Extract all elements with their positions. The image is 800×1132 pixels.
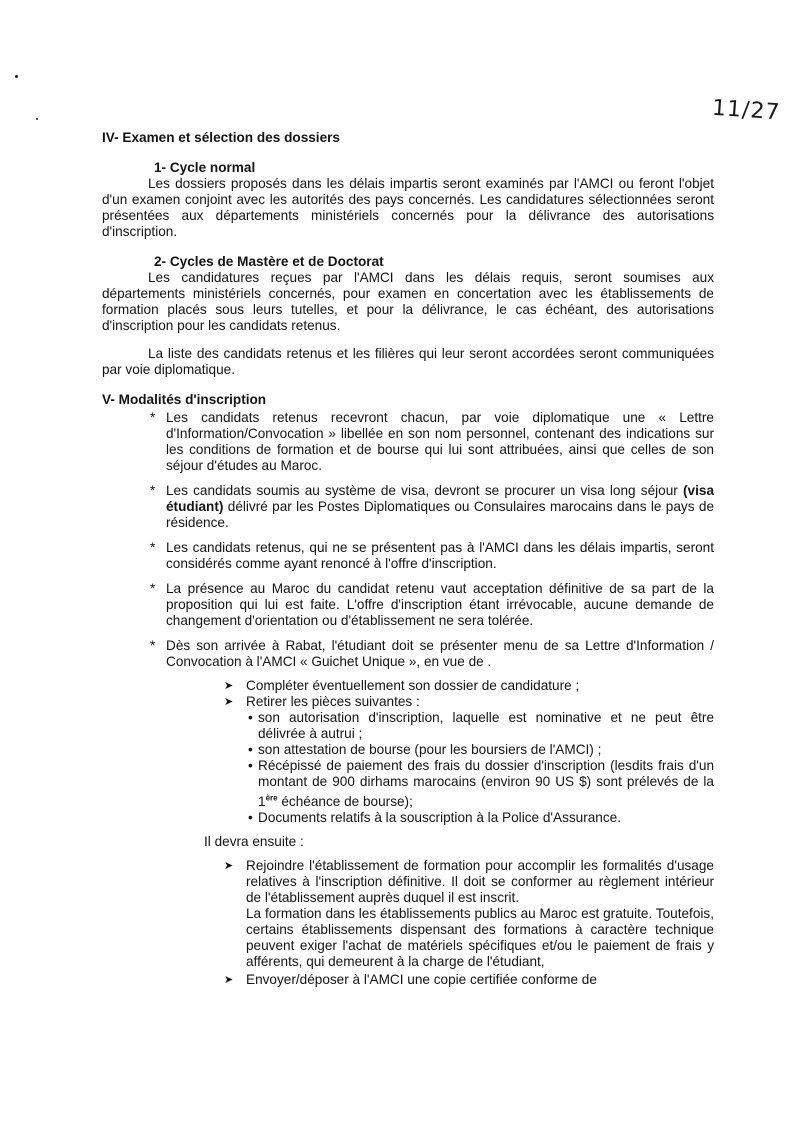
devra-ensuite-label: Il devra ensuite : [204, 833, 304, 849]
asterisk-bullet-icon: * [150, 638, 156, 653]
receipt-superscript: ère [265, 793, 278, 802]
section-v-title: V- Modalités d'inscription [102, 392, 267, 407]
asterisk-bullet-icon: * [150, 483, 156, 498]
scan-speck [36, 118, 38, 120]
list-item-text: Documents relatifs à la souscription à la Police d'Assurance. [258, 809, 622, 825]
list-item-text: Les candidats retenus recevront chacun, par voie diplomatique une « Lettre d'Information/Convocation » libellée en son nom personnel, contenant des indications sur les conditions de formation et de bourse qui lui sont attribuées, ainsi que celles de son séjour d'études au Maroc. [166, 410, 714, 473]
list-item [248, 742, 714, 758]
page-number: 11/27 [711, 95, 782, 126]
list-item [224, 972, 714, 988]
cycles-master-text-1: Les candidatures reçues par l'AMCI dans les délais requis, seront soumises aux départements ministériels concernés, pour examen en concertation avec les établissements de formation placés sous leurs tutelles, et pour la délivrance, le cas échéant, des autorisations d'inscription pour les candidats retenus. [102, 270, 714, 333]
list-item-text: son autorisation d'inscription, laquelle est nominative et ne peut être délivrée à autrui ; [258, 710, 714, 741]
bullet-icon: • [248, 742, 253, 757]
cycle-normal-text: Les dossiers proposés dans les délais impartis seront examinés par l'AMCI ou feront l'objet d'un examen conjoint avec les autorités des pays concernés. Les candidatures sélectionnées seront présentées aux départements ministériels concernés pour la délivrance des autorisations d'inscription. [102, 176, 714, 239]
cycle-normal-heading: 1- Cycle normal [154, 160, 256, 175]
list-item [224, 694, 714, 710]
bullet-icon: • [248, 758, 253, 773]
list-item-text: La présence au Maroc du candidat retenu vaut acceptation définitive de sa part de la proposition qui lui est faite. L'offre d'inscription étant irrévocable, aucune demande de changement d'orientation ou d'établissement ne sera tolérée. [166, 581, 714, 628]
document-body [102, 130, 714, 988]
bullet-icon: • [248, 710, 253, 725]
list-item [150, 638, 714, 670]
list-item [224, 678, 714, 694]
scan-speck [15, 75, 18, 78]
arrow-bullet-icon: ➤ [224, 973, 234, 986]
cycles-master-text-2: La liste des candidats retenus et les filières qui leur seront accordées seront communiquées par voie diplomatique. [102, 346, 714, 377]
list-item [248, 758, 714, 810]
list-item-text: Les candidats retenus, qui ne se présentent pas à l'AMCI dans les délais impartis, seront considérés comme ayant renoncé à l'offre d'inscription. [166, 540, 714, 571]
visa-text-after: délivré par les Postes Diplomatiques ou Consulaires marocains dans le pays de résidence. [166, 499, 715, 530]
cycles-master-heading: 2- Cycles de Mastère et de Doctorat [154, 254, 384, 269]
bullet-icon: • [248, 809, 253, 825]
list-item-text [258, 758, 714, 809]
list-item [150, 540, 714, 572]
list-item [248, 810, 714, 826]
visa-text-before: Les candidats soumis au système de visa, devront se procurer un visa long séjour [166, 483, 678, 498]
list-item [150, 483, 715, 531]
list-item-text: Dès son arrivée à Rabat, l'étudiant doit se présenter menu de sa Lettre d'Information / Convocation à l'AMCI « Guichet Unique », en vue de . [166, 638, 714, 669]
visa-text-bold: (visa étudiant) [166, 483, 715, 514]
list-item [224, 858, 714, 970]
arrow-bullet-icon: ➤ [224, 680, 234, 692]
receipt-text-before: Récépissé de paiement des frais du dossier d'inscription (lesdits frais d'un montant de 900 dirhams marocains (environ 90 US $) sont prélevés de la 1 [258, 758, 714, 809]
asterisk-bullet-icon: * [150, 540, 156, 555]
section-iv-title: IV- Examen et sélection des dossiers [102, 130, 340, 145]
list-item-text [162, 483, 714, 531]
list-item [150, 581, 714, 629]
list-item-text: son attestation de bourse (pour les boursiers de l'AMCI) ; [258, 742, 602, 757]
list-item [150, 410, 714, 474]
receipt-text-after: échéance de bourse); [281, 793, 413, 809]
asterisk-bullet-icon: * [150, 581, 156, 596]
list-item-text: Rejoindre l'établissement de formation pour accomplir les formalités d'usage relatives à l'inscription définitive. Il doit se conformer au règlement intérieur de l'établissement auprès duquel il est inscrit. [246, 857, 714, 905]
list-item-subtext: La formation dans les établissements publics au Maroc est gratuite. Toutefois, certains établissements dispensant des formations à caractère technique peuvent exiger l'achat de matériels spécifiques et/ou le paiement de frais y afférents, qui demeurent à la charge de l'étudiant, [246, 905, 714, 969]
asterisk-bullet-icon: * [150, 410, 156, 425]
arrow-bullet-icon: ➤ [224, 696, 234, 708]
list-item-text: Compléter éventuellement son dossier de candidature ; [246, 678, 580, 693]
list-item [248, 710, 714, 742]
list-item-text: Retirer les pièces suivantes : [246, 694, 420, 709]
arrow-bullet-icon: ➤ [224, 859, 234, 872]
list-item-text: Envoyer/déposer à l'AMCI une copie certifiée conforme de [246, 971, 597, 987]
